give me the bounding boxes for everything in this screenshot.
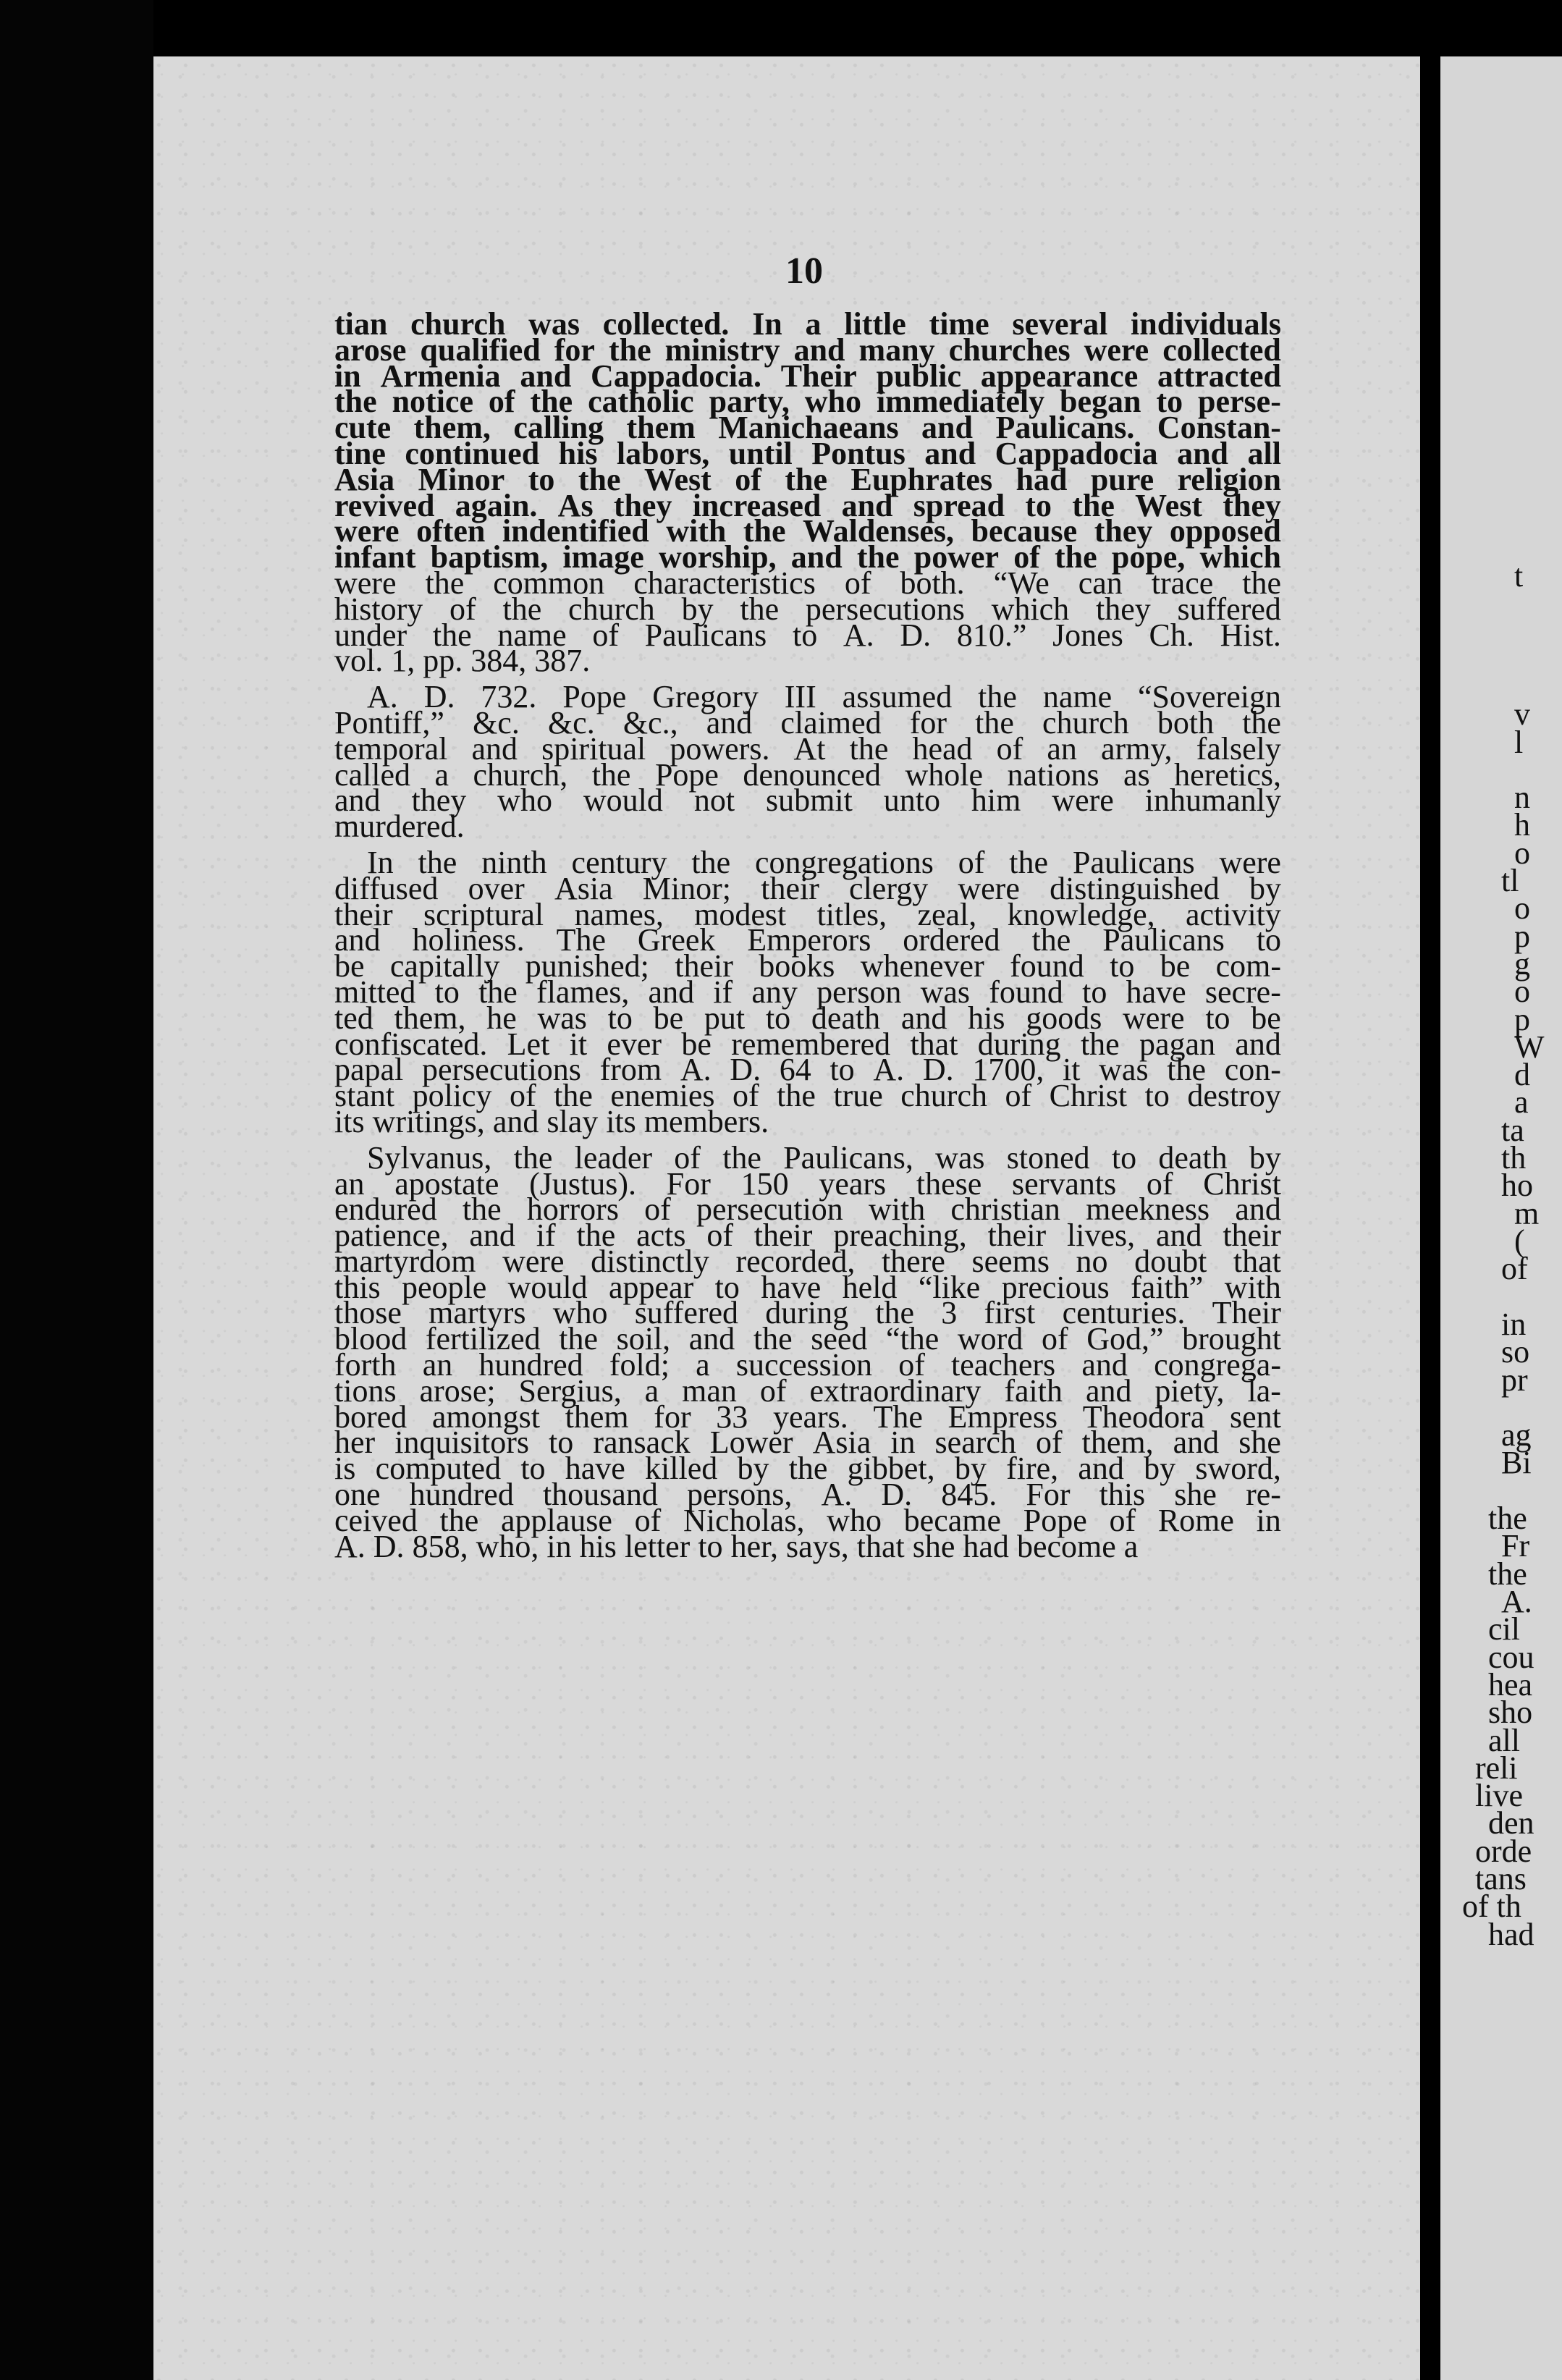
text-line: and they who would not submit unto him were inhumanly bbox=[334, 782, 1281, 819]
text-line: and holiness. The Greek Emperors ordered the Paulicans to bbox=[334, 922, 1281, 958]
text-line: temporal and spiritual powers. At the head of an army, falsely bbox=[334, 730, 1281, 767]
page-number: 10 bbox=[785, 250, 823, 292]
adjacent-page-fragment: had bbox=[1488, 1916, 1534, 1952]
adjacent-page-fragment: Fr bbox=[1501, 1528, 1530, 1564]
adjacent-page-fragment: ( bbox=[1514, 1223, 1525, 1259]
text-line: forth an hundred fold; a succession of teachers and congrega- bbox=[334, 1347, 1281, 1383]
text-line: this people would appear to have held “like precious faith” with bbox=[334, 1269, 1281, 1305]
adjacent-page-fragment: h bbox=[1514, 807, 1530, 843]
text-line: history of the church by the persecutions which they suffered bbox=[334, 591, 1281, 627]
text-line: A. D. 732. Pope Gregory III assumed the name “Sovereign bbox=[367, 679, 1281, 715]
adjacent-page-fragment: live bbox=[1475, 1778, 1523, 1814]
adjacent-page-fragment: o bbox=[1514, 835, 1530, 871]
text-line: cute them, calling them Manichaeans and Paulicans. Constan- bbox=[334, 410, 1281, 446]
text-line: the notice of the catholic party, who immediately began to perse- bbox=[334, 384, 1281, 420]
adjacent-page-fragment: ta bbox=[1501, 1112, 1524, 1148]
adjacent-page-fragment: p bbox=[1514, 1001, 1530, 1037]
text-line: be capitally punished; their books whenever found to be com- bbox=[334, 948, 1281, 984]
adjacent-page-fragment: so bbox=[1501, 1334, 1530, 1370]
adjacent-page-fragment: reli bbox=[1475, 1750, 1518, 1786]
text-line: In the ninth century the congregations of the Paulicans were bbox=[367, 844, 1281, 880]
adjacent-page-fragment: orde bbox=[1475, 1833, 1532, 1869]
adjacent-page-fragment: ag bbox=[1501, 1417, 1532, 1453]
text-line: under the name of Paulicans to A. D. 810.” Jones Ch. Hist. bbox=[334, 617, 1281, 653]
text-line: is computed to have killed by the gibbet, by fire, and by sword, bbox=[334, 1451, 1281, 1487]
text-line: murdered. bbox=[334, 809, 465, 845]
adjacent-page-fragment: in bbox=[1501, 1306, 1527, 1342]
adjacent-page-fragment: of th bbox=[1462, 1889, 1521, 1925]
paragraph bbox=[334, 1139, 1281, 1564]
scan-left-margin bbox=[0, 0, 153, 2380]
paragraph bbox=[334, 306, 1281, 679]
text-line: were often indentified with the Waldenses, because they opposed bbox=[334, 513, 1281, 549]
text-line: tions arose; Sergius, a man of extraordinary faith and piety, la- bbox=[334, 1372, 1281, 1409]
text-line: Pontiff,” &c. &c. &c., and claimed for the church both the bbox=[334, 704, 1281, 740]
adjacent-page-fragment: o bbox=[1514, 890, 1530, 927]
adjacent-page-fragment: den bbox=[1488, 1805, 1534, 1841]
adjacent-page-fragment: n bbox=[1514, 780, 1530, 816]
adjacent-page-fragment: d bbox=[1514, 1057, 1530, 1093]
adjacent-page-fragment: the bbox=[1488, 1556, 1527, 1592]
adjacent-page-fragment: of bbox=[1501, 1251, 1528, 1287]
text-line: diffused over Asia Minor; their clergy were distinguished by bbox=[334, 870, 1281, 906]
text-line: ceived the applause of Nicholas, who became Pope of Rome in bbox=[334, 1502, 1281, 1538]
adjacent-page-fragment: l bbox=[1514, 724, 1524, 760]
text-line: endured the horrors of persecution with christian meekness and bbox=[334, 1191, 1281, 1228]
adjacent-page-fragment: tl bbox=[1501, 863, 1519, 899]
text-line: stant policy of the enemies of the true church of Christ to destroy bbox=[334, 1078, 1281, 1114]
adjacent-page-fragment: o bbox=[1514, 974, 1530, 1010]
text-line: tine continued his labors, until Pontus and Cappadocia and all bbox=[334, 435, 1281, 471]
book-gutter bbox=[1420, 0, 1440, 2380]
text-line: their scriptural names, modest titles, zeal, knowledge, activity bbox=[334, 896, 1281, 932]
adjacent-page-fragment: th bbox=[1501, 1140, 1527, 1176]
text-line: ted them, he was to be put to death and his goods were to be bbox=[334, 1000, 1281, 1036]
text-line: papal persecutions from A. D. 64 to A. D. 1700, it was the con- bbox=[334, 1052, 1281, 1088]
text-line: called a church, the Pope denounced whole nations as heretics, bbox=[334, 756, 1281, 793]
text-line: patience, and if the acts of their preaching, their lives, and their bbox=[334, 1218, 1281, 1254]
text-line: in Armenia and Cappadocia. Their public appearance attracted bbox=[334, 358, 1281, 394]
adjacent-page-fragment: W bbox=[1514, 1029, 1545, 1065]
text-line: infant baptism, image worship, and the power of the pope, which bbox=[334, 539, 1281, 575]
text-line: vol. 1, pp. 384, 387. bbox=[334, 643, 591, 679]
paragraph bbox=[334, 679, 1281, 845]
adjacent-page-edge bbox=[1440, 56, 1562, 2380]
text-line: confiscated. Let it ever be remembered that during the pagan and bbox=[334, 1026, 1281, 1062]
adjacent-page-fragment: v bbox=[1514, 696, 1530, 733]
text-line: its writings, and slay its members. bbox=[334, 1103, 769, 1139]
adjacent-page-fragment: t bbox=[1514, 557, 1524, 594]
adjacent-page-fragment: A. bbox=[1501, 1583, 1532, 1619]
adjacent-page-fragment: hea bbox=[1488, 1666, 1533, 1702]
adjacent-page-fragment: Bi bbox=[1501, 1445, 1532, 1481]
text-line: an apostate (Justus). For 150 years these servants of Christ bbox=[334, 1165, 1281, 1202]
text-line: tian church was collected. In a little time several individuals bbox=[334, 306, 1281, 342]
text-line: bored amongst them for 33 years. The Empress Theodora sent bbox=[334, 1398, 1281, 1435]
text-line: blood fertilized the soil, and the seed “the word of God,” brought bbox=[334, 1321, 1281, 1357]
adjacent-page-fragment: pr bbox=[1501, 1362, 1528, 1398]
adjacent-page-fragment: all bbox=[1488, 1722, 1520, 1758]
text-line: arose qualified for the ministry and many churches were collected bbox=[334, 332, 1281, 368]
paragraph bbox=[334, 844, 1281, 1139]
text-line: martyrdom were distinctly recorded, there seems no doubt that bbox=[334, 1243, 1281, 1279]
adjacent-page-fragment: cou bbox=[1488, 1639, 1534, 1675]
text-line: A. D. 858, who, in his letter to her, says, that she had become a bbox=[334, 1528, 1139, 1564]
adjacent-page-fragment: g bbox=[1514, 945, 1530, 982]
text-line: revived again. As they increased and spread to the West they bbox=[334, 487, 1281, 523]
text-line: were the common characteristics of both. “We can trace the bbox=[334, 565, 1281, 601]
page-body-text bbox=[334, 306, 1281, 1564]
text-line: her inquisitors to ransack Lower Asia in search of them, and she bbox=[334, 1425, 1281, 1461]
adjacent-page-fragment: tans bbox=[1475, 1861, 1527, 1897]
text-line: Asia Minor to the West of the Euphrates had pure religion bbox=[334, 461, 1281, 497]
adjacent-page-fragment: cil bbox=[1488, 1611, 1520, 1647]
adjacent-page-fragment: a bbox=[1514, 1084, 1529, 1121]
text-line: mitted to the flames, and if any person was found to have secre- bbox=[334, 974, 1281, 1010]
text-line: Sylvanus, the leader of the Paulicans, was stoned to death by bbox=[367, 1139, 1281, 1176]
text-line: those martyrs who suffered during the 3 first centuries. Their bbox=[334, 1295, 1281, 1331]
adjacent-page-fragment: m bbox=[1514, 1195, 1540, 1231]
adjacent-page-fragment: p bbox=[1514, 918, 1530, 954]
adjacent-page-fragment: the bbox=[1488, 1501, 1527, 1537]
adjacent-page-fragment: ho bbox=[1501, 1168, 1533, 1204]
text-line: one hundred thousand persons, A. D. 845. For this she re- bbox=[334, 1477, 1281, 1513]
adjacent-page-fragment: sho bbox=[1488, 1695, 1533, 1731]
